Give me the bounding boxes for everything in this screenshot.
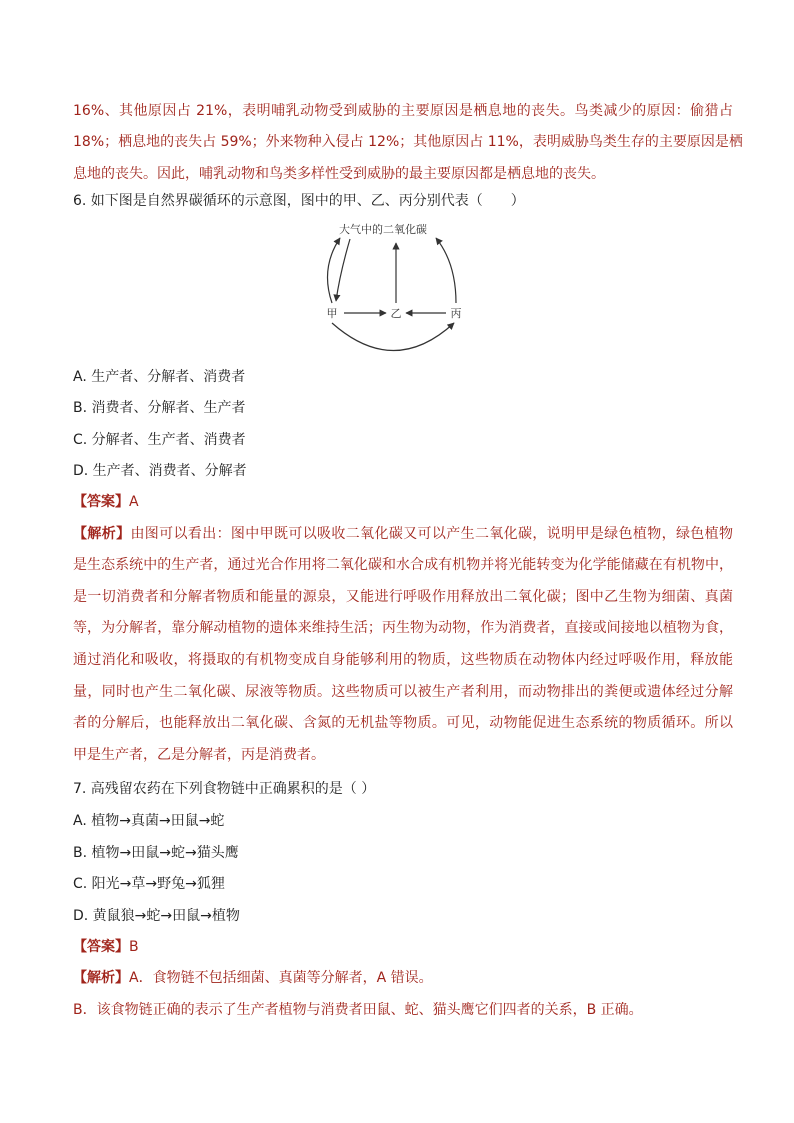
q7-answer: [73, 937, 733, 957]
q7-option-c: C. 阳光→草→野兔→狐狸: [73, 876, 225, 892]
intro-line-1: 16%、其他原因占 21%，表明哺乳动物受到威胁的主要原因是栖息地的丧失。鸟类减少的原因：偷猎占: [73, 103, 733, 119]
q6-analysis-line-5: 通过消化和吸收，将摄取的有机物变成自身能够利用的物质，这些物质在动物体内经过呼吸作用，释放能: [73, 652, 733, 668]
answer-tag: 【答案】: [73, 939, 129, 955]
q7-analysis-line-1: [73, 968, 733, 988]
q6-option-c: C. 分解者、生产者、消费者: [73, 432, 246, 448]
intro-line-2: 18%；栖息地的丧失占 59%；外来物种入侵占 12%；其他原因占 11%，表明威胁鸟类生存的主要原因是栖: [73, 134, 743, 150]
answer-value: B: [129, 939, 139, 955]
analysis-tag: 【解析】: [73, 526, 131, 542]
arrow-bing-to-air: [436, 238, 456, 303]
arrow-air-to-jia: [336, 239, 350, 301]
q7-option-b: B. 植物→田鼠→蛇→猫头鹰: [73, 845, 239, 861]
q6-option-a: A. 生产者、分解者、消费者: [73, 369, 246, 385]
carbon-cycle-diagram: [310, 213, 470, 363]
q7-option-a: A. 植物→真菌→田鼠→蛇: [73, 813, 225, 829]
analysis-tag: 【解析】: [73, 970, 129, 986]
atmosphere-co2-label: 大气中的二氧化碳: [339, 223, 427, 236]
q6-option-b: B. 消费者、分解者、生产者: [73, 400, 246, 416]
yi-label: 乙: [390, 307, 402, 320]
bing-label: 丙: [450, 307, 462, 320]
q7-analysis-line-2: B．该食物链正确的表示了生产者植物与消费者田鼠、蛇、猫头鹰它们四者的关系，B 正确。: [73, 1002, 643, 1018]
analysis-text: A．食物链不包括细菌、真菌等分解者，A 错误。: [129, 970, 433, 986]
q6-analysis-line-7: 者的分解后，也能释放出二氧化碳、含氮的无机盐等物质。可见，动物能促进生态系统的物质循环。所以: [73, 715, 733, 731]
q6-analysis-line-1: [73, 524, 733, 544]
q7-option-d: D. 黄鼠狼→蛇→田鼠→植物: [73, 908, 240, 924]
answer-value: A: [129, 494, 139, 510]
arrow-jia-to-air: [328, 238, 341, 303]
intro-line-3: 息地的丧失。因此，哺乳动物和鸟类多样性受到威胁的最主要原因都是栖息地的丧失。: [73, 166, 605, 182]
q6-analysis-line-3: 是一切消费者和分解者物质和能量的源泉，又能进行呼吸作用释放出二氧化碳；图中乙生物为细菌、真菌: [73, 589, 733, 605]
q6-answer: [73, 492, 733, 512]
q6-option-d: D. 生产者、消费者、分解者: [73, 463, 247, 479]
q6-analysis-line-4: 等，为分解者，靠分解动植物的遗体来维持生活；丙生物为动物，作为消费者，直接或间接地以植物为食，: [73, 620, 733, 636]
answer-tag: 【答案】: [73, 494, 129, 510]
q6-analysis-line-6: 量，同时也产生二氧化碳、尿液等物质。这些物质可以被生产者利用，而动物排出的粪便或遗体经过分解: [73, 684, 733, 700]
q6-analysis-line-8: 甲是生产者，乙是分解者，丙是消费者。: [73, 747, 325, 763]
q7-stem: 7. 高残留农药在下列食物链中正确累积的是（ ）: [73, 781, 376, 797]
arrow-jia-to-bing: [332, 323, 454, 351]
analysis-text: 由图可以看出：图中甲既可以吸收二氧化碳又可以产生二氧化碳，说明甲是绿色植物，绿色植物: [130, 526, 734, 542]
q6-analysis-line-2: 是生态系统中的生产者，通过光合作用将二氧化碳和水合成有机物并将光能转变为化学能储藏在有机物中，: [73, 557, 733, 573]
jia-label: 甲: [326, 307, 338, 320]
q6-stem: 6. 如下图是自然界碳循环的示意图，图中的甲、乙、丙分别代表（ ）: [73, 193, 525, 209]
